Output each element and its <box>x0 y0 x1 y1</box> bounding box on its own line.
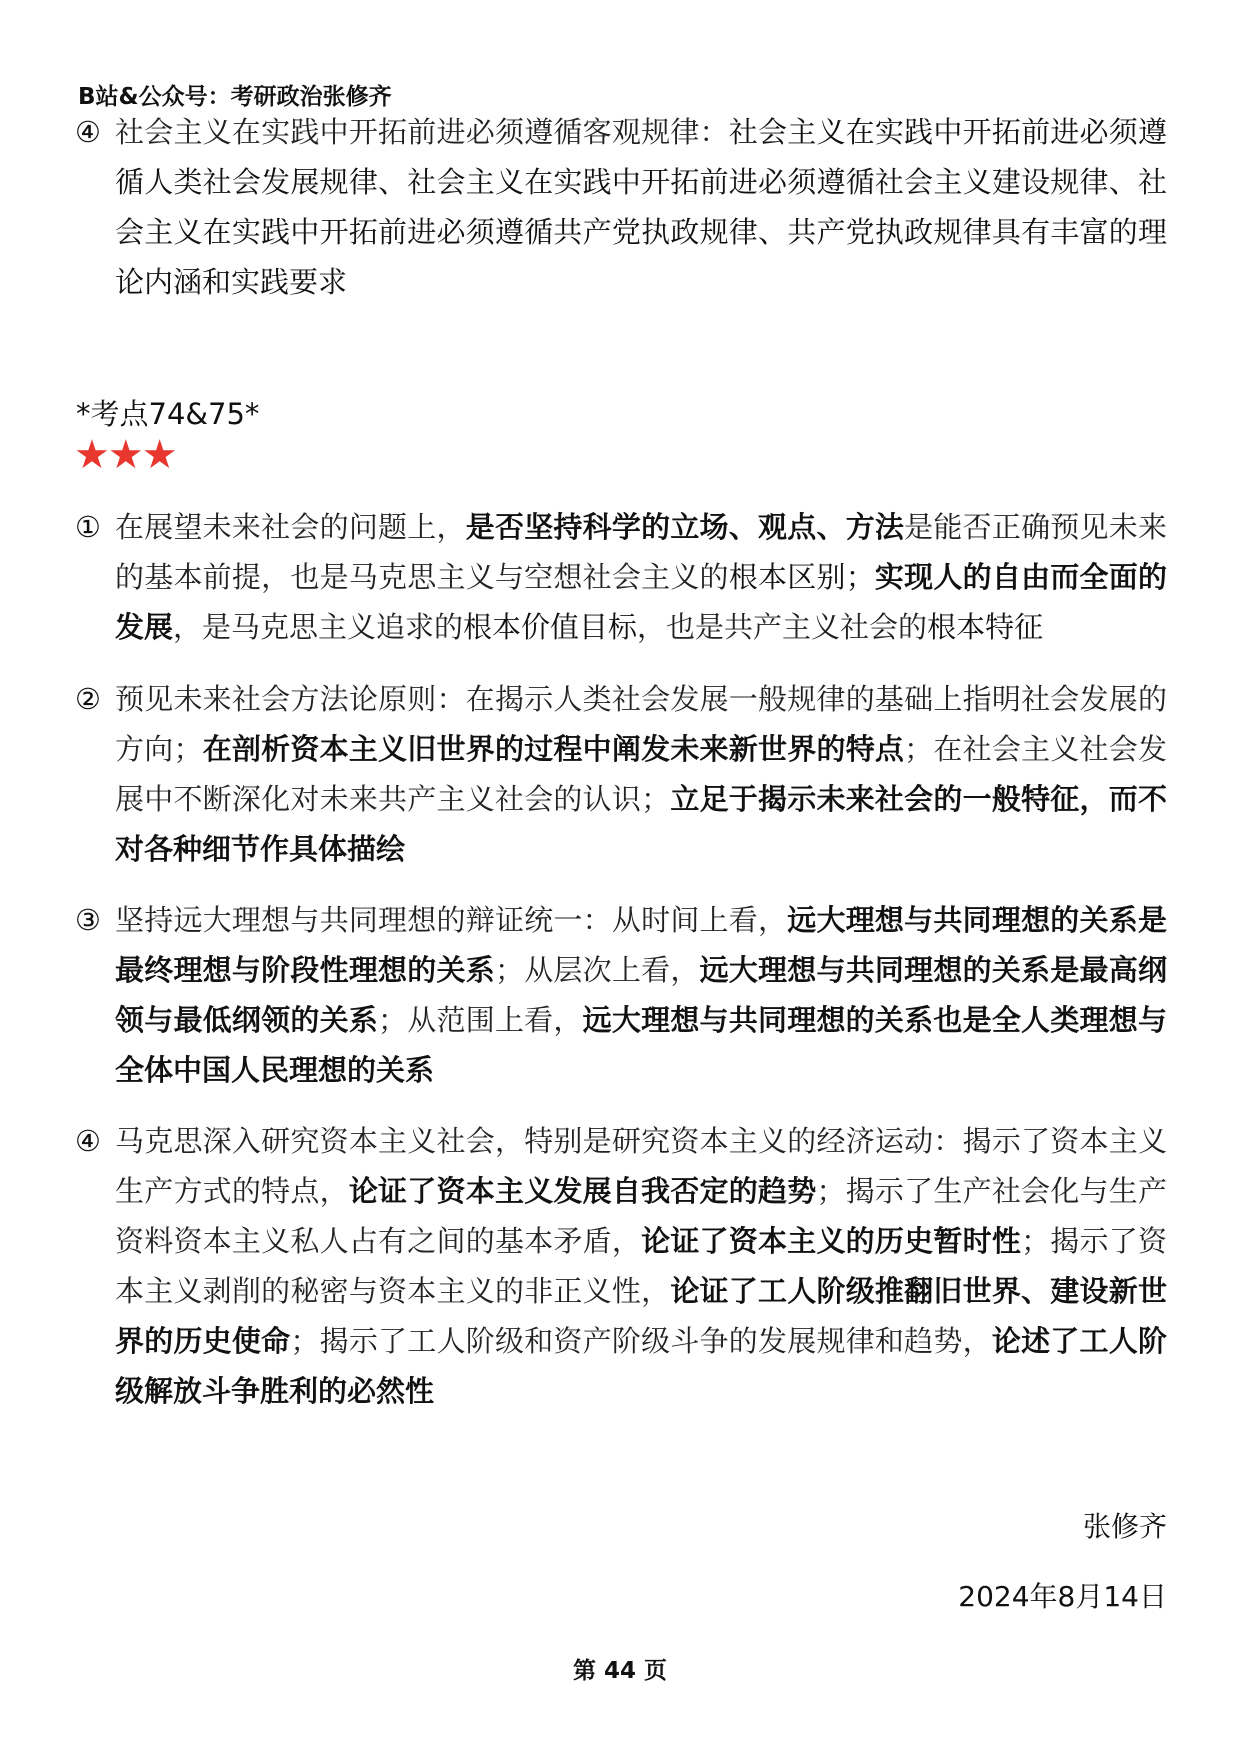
bold-text-segment: 论证了工人阶级推翻旧世界、建设新世界的历史使命 <box>115 1274 1167 1358</box>
topic-title: *考点74&75* <box>76 397 260 431</box>
text-segment: ；揭示了资本主义剥削的秘密与资本主义的非正义性， <box>115 1224 1167 1308</box>
star-rating-icon: ★★★ <box>74 432 176 478</box>
point-item-3 <box>75 895 1167 1095</box>
bold-text-segment: 是否坚持科学的立场、观点、方法 <box>465 510 905 544</box>
item-number: ④ <box>75 115 101 149</box>
text-segment: ；揭示了生产社会化与生产资料资本主义私人占有之间的基本矛盾， <box>115 1174 1167 1258</box>
text-segment: ，是马克思主义追求的 <box>173 610 464 644</box>
text-segment: 社会主义在实践中开拓前进必须遵循客观规律： <box>115 115 729 149</box>
bold-text-segment: 论述了工人阶级解放斗争胜利的必然性 <box>115 1324 1167 1408</box>
text-segment: 社会主义在实践中开拓前进必须遵循人类社会发展规律、社会主义在实践中开拓前进必须遵循社会主义建设规律、社会主义在实践中开拓前进必须遵循共产党执政规律、共产党执政规律具有丰富的理论内涵和实践要求 <box>115 115 1167 299</box>
bold-text-segment: 实现人的自由而全面的发展 <box>115 560 1167 644</box>
point-item-2 <box>75 674 1167 874</box>
item-number: ① <box>75 510 101 544</box>
text-segment: 马克思深入研究资本主义社会，特别是研究资本主义的经济运动：揭示了资本主义生产方式的特点， <box>115 1124 1167 1208</box>
item-number: ④ <box>75 1124 101 1158</box>
item-number: ② <box>75 682 101 716</box>
date: 2024年8月14日 <box>958 1580 1167 1613</box>
bold-text-segment: 远大理想与共同理想的关系也是全人类理想与全体中国人民理想的关系 <box>115 1003 1167 1087</box>
point-item-1 <box>75 502 1167 652</box>
item-number: ③ <box>75 903 101 937</box>
author-signature: 张修齐 <box>1082 1510 1167 1543</box>
bold-text-segment: 论证了资本主义的历史暂时性 <box>641 1224 1022 1258</box>
bold-text-segment: 论证了资本主义发展自我否定的趋势 <box>348 1174 817 1208</box>
text-segment: 根本特征 <box>927 610 1044 644</box>
text-segment: 预见未来社会方法论原则：在揭示人类社会发展一般规律的基础上指明社会发展的方向； <box>115 682 1167 766</box>
text-segment: 根本区别； <box>728 560 875 594</box>
text-segment: 根本价值目标 <box>463 610 638 644</box>
text-segment: ；从范围上看， <box>378 1003 583 1037</box>
bold-text-segment: 远大理想与共同理想的关系是最终理想与阶段性理想的关系 <box>115 903 1167 987</box>
text-segment: 坚持远大理想与共同理想的辩证统一：从时间上看， <box>115 903 788 937</box>
point-item-4 <box>75 1116 1167 1416</box>
text-segment: ；从层次上看， <box>494 953 700 987</box>
text-segment: ；揭示了工人阶级和资产阶级斗争的发展规律和趋势， <box>290 1324 992 1358</box>
bold-text-segment: 在剖析资本主义旧世界的过程中阐发未来新世界的特点 <box>202 732 905 766</box>
text-segment: 在展望未来社会的问题上， <box>115 510 466 544</box>
text-segment: 是能否正确预见未来的基本前提，也是马克思主义与空想社会主义的 <box>115 510 1167 594</box>
text-segment: ，也是共产主义社会的 <box>637 610 928 644</box>
intro-item <box>75 107 1167 307</box>
bold-text-segment: 远大理想与共同理想的关系是最高纲领与最低纲领的关系 <box>115 953 1167 1037</box>
bold-text-segment: 立足于揭示未来社会的一般特征，而不对各种细节作具体描绘 <box>115 782 1167 866</box>
text-segment: ；在社会主义社会发展中不断深化对未来共产主义社会的认识； <box>115 732 1167 816</box>
header-source: B站&公众号：考研政治张修齐 <box>78 84 392 110</box>
page-number: 第 44 页 <box>572 1658 668 1684</box>
